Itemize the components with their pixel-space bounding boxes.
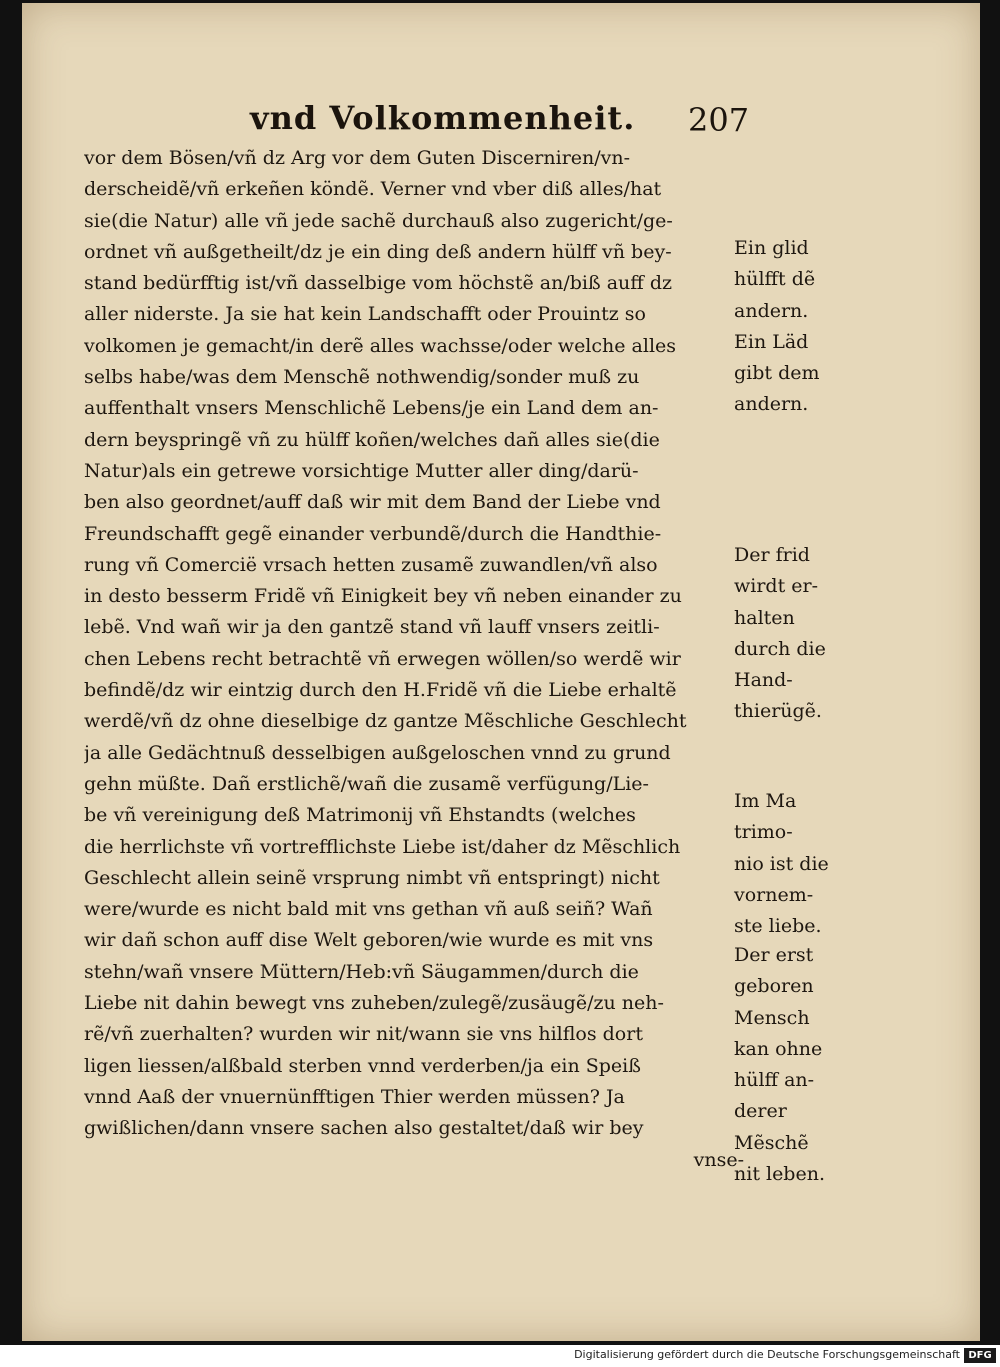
text-line: sie(die Natur) alle vñ jede sachẽ durchauß also zugericht/ge- [84, 209, 673, 232]
catchword: vnse- [693, 1148, 744, 1171]
text-line: chen Lebens recht betrachtẽ vñ erwegen wöllen/so werdẽ wir [84, 647, 681, 670]
margin-note-line: hülff an- [734, 1069, 815, 1092]
margin-note [734, 786, 829, 942]
margin-note-line: gibt dem [734, 362, 820, 385]
text-line: Geschlecht allein seinẽ vrsprung nimbt vñ entspringt) nicht [84, 866, 660, 889]
margin-note-line: Der frid [734, 544, 810, 566]
margin-note [734, 940, 825, 1190]
margin-note-line: thierügẽ. [734, 700, 822, 723]
text-line: in desto besserm Fridẽ vñ Einigkeit bey vñ neben einander zu [84, 585, 682, 608]
page-number: 207 [688, 101, 750, 139]
text-line: Natur)als ein getrewe vorsichtige Mutter aller ding/darü- [84, 459, 639, 482]
text-line: befindẽ/dz wir eintzig durch den H.Fridẽ vñ die Liebe erhaltẽ [84, 679, 677, 702]
text-line: gwißlichen/dann vnsere sachen also gestaltet/daß wir bey [84, 1117, 644, 1140]
text-line: vor dem Bösen/vñ dz Arg vor dem Guten Discerniren/vn- [84, 147, 631, 169]
text-line: volkomen je gemacht/in derẽ alles wachsse/oder welche alles [84, 334, 677, 357]
margin-note-line: Hand- [734, 669, 793, 692]
body-text [84, 143, 744, 1176]
text-line: ordnet vñ außgetheilt/dz je ein ding deß andern hülff vñ bey- [84, 240, 672, 263]
margin-note-line: geboren [734, 975, 814, 998]
footer [0, 1345, 1000, 1367]
text-line: Liebe nit dahin bewegt vns zuheben/zulegẽ/zusäugẽ/zu neh- [84, 992, 664, 1015]
margin-note [734, 540, 826, 728]
text-line: wir dañ schon auff dise Welt geboren/wie wurde es mit vns [84, 929, 654, 952]
margin-note-line: Ein Läd [734, 330, 809, 353]
text-line: were/wurde es nicht bald mit vns gethan vñ auß seiñ? Wañ [84, 898, 653, 921]
text-line: lebẽ. Vnd wañ wir ja den gantzẽ stand vñ lauff vnsers zeitli- [84, 616, 660, 639]
text-line: be vñ vereinigung deß Matrimonij vñ Ehstandts (welches [84, 804, 636, 827]
text-line: auffenthalt vnsers Menschlichẽ Lebens/je ein Land dem an- [84, 397, 659, 420]
margin-note [734, 233, 820, 421]
text-line: ligen liessen/alßbald sterben vnnd verderben/ja ein Speiß [84, 1054, 641, 1077]
text-line: ja alle Gedächtnuß desselbigen außgeloschen vnnd zu grund [84, 741, 671, 764]
margin-note-line: wirdt er- [734, 575, 819, 598]
funding-credit: Digitalisierung gefördert durch die Deutsche Forschungsgemeinschaft [574, 1348, 960, 1361]
text-line: ben also geordnet/auff daß wir mit dem Band der Liebe vnd [84, 491, 661, 514]
margin-note-line: Mẽschẽ [734, 1131, 809, 1154]
margin-note-line: ste liebe. [734, 915, 822, 938]
text-line: stand bedürfftig ist/vñ dasselbige vom höchstẽ an/biß auff dz [84, 272, 672, 295]
margin-note-line: andern. [734, 299, 809, 322]
margin-note-line: durch die [734, 637, 826, 660]
text-line: Freundschafft gegẽ einander verbundẽ/durch die Handthie- [84, 522, 662, 545]
margin-note-line: vornem- [734, 883, 814, 906]
text-line: gehn müßte. Dañ erstlichẽ/wañ die zusamẽ verfügung/Lie- [84, 772, 649, 795]
text-line: rẽ/vñ zuerhalten? wurden wir nit/wann sie vns hilflos dort [84, 1023, 643, 1046]
text-line: aller niderste. Ja sie hat kein Landschafft oder Prouintz so [84, 303, 646, 326]
text-line: stehn/wañ vnsere Müttern/Heb:vñ Säugammen/durch die [84, 960, 639, 983]
text-line: die herrlichste vñ vortrefflichste Liebe ist/daher dz Mẽschlich [84, 835, 681, 858]
margin-note-line: Im Ma [734, 790, 797, 812]
text-line: selbs habe/was dem Menschẽ nothwendig/sonder muß zu [84, 366, 640, 389]
text-line: rung vñ Comercië vrsach hetten zusamẽ zuwandlen/vñ also [84, 553, 658, 576]
text-line: werdẽ/vñ dz ohne dieselbige dz gantze Mẽschliche Geschlecht [84, 710, 687, 733]
margin-note-line: halten [734, 606, 795, 629]
running-head: vnd Volkommenheit. [250, 99, 636, 137]
dfg-logo: DFG [964, 1348, 996, 1363]
margin-note-line: nio ist die [734, 852, 829, 875]
margin-note-line: derer [734, 1100, 787, 1123]
margin-note-line: kan ohne [734, 1037, 823, 1060]
margin-note-line: Ein glid [734, 237, 809, 259]
text-line: dern beyspringẽ vñ zu hülff koñen/welches dañ alles sie(die [84, 428, 660, 451]
margin-note-line: Mensch [734, 1006, 810, 1029]
margin-note-line: hülfft dẽ [734, 268, 816, 291]
margin-note-line: trimo- [734, 821, 793, 844]
margin-note-line: nit leben. [734, 1163, 825, 1186]
margin-note-line: andern. [734, 393, 809, 416]
text-line: derscheidẽ/vñ erkeñen köndẽ. Verner vnd vber diß alles/hat [84, 178, 662, 201]
margin-note-line: Der erst [734, 944, 814, 966]
book-page [22, 3, 980, 1341]
text-line: vnnd Aaß der vnuernünfftigen Thier werden müssen? Ja [84, 1085, 625, 1108]
